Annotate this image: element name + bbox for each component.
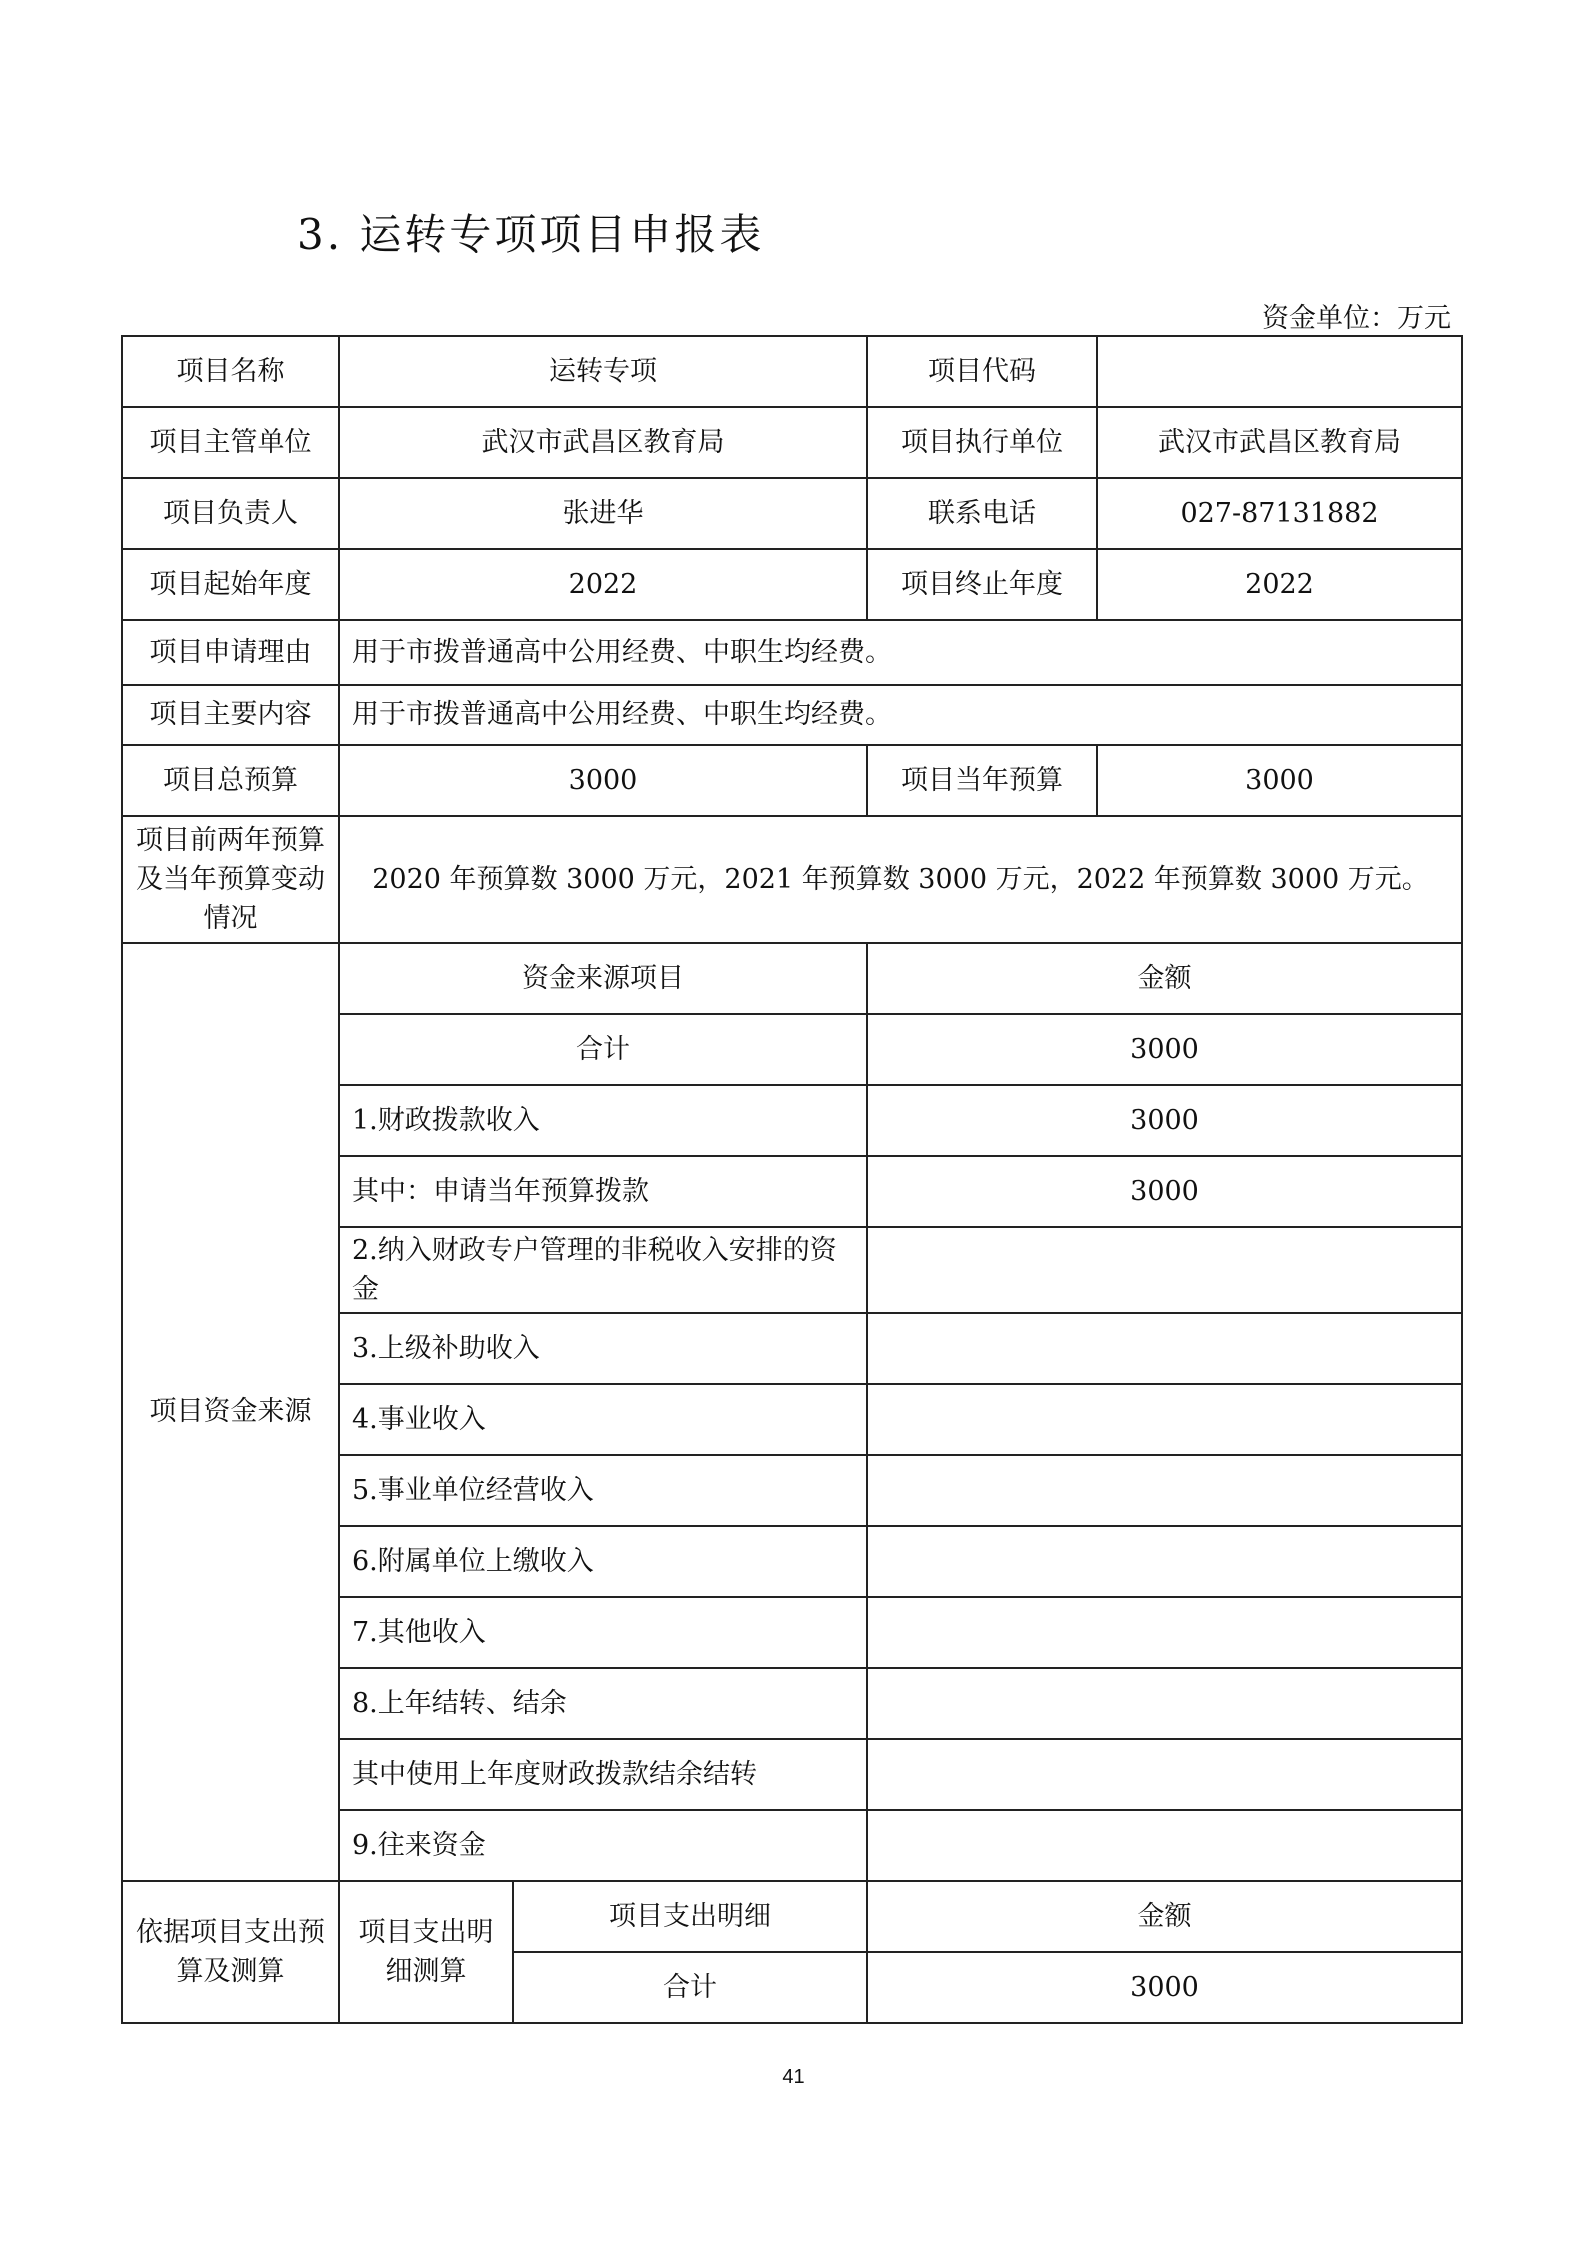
label-budget-change: 项目前两年预算及当年预算变动情况 [122,816,339,943]
label-total-budget: 项目总预算 [122,745,339,816]
funding-amount [867,1597,1462,1668]
currency-unit: 资金单位：万元 [1262,303,1451,334]
label-phone: 联系电话 [867,478,1097,549]
label-managing-dept: 项目主管单位 [122,407,339,478]
value-budget-change: 2020 年预算数 3000 万元，2021 年预算数 3000 万元，2022 年预算数 3000 万元。 [339,816,1462,943]
label-leader: 项目负责人 [122,478,339,549]
label-project-name: 项目名称 [122,336,339,407]
funding-item: 其中：申请当年预算拨款 [339,1156,867,1227]
funding-item: 8.上年结转、结余 [339,1668,867,1739]
page-title: 3. 运转专项项目申报表 [297,210,765,259]
value-total-budget: 3000 [339,745,867,816]
funding-amount [867,1810,1462,1881]
funding-item: 2.纳入财政专户管理的非税收入安排的资金 [339,1227,867,1313]
funding-amount [867,1455,1462,1526]
label-executing-dept: 项目执行单位 [867,407,1097,478]
funding-item: 合计 [339,1014,867,1085]
funding-item: 3.上级补助收入 [339,1313,867,1384]
expense-header-row [122,1881,1462,1952]
value-executing-dept: 武汉市武昌区教育局 [1097,407,1462,478]
value-project-code [1097,336,1462,407]
funding-amount [867,1668,1462,1739]
row-department [122,407,1462,478]
value-content: 用于市拨普通高中公用经费、中职生均经费。 [339,685,1462,745]
value-leader: 张进华 [339,478,867,549]
funding-amount [867,1227,1462,1313]
row-years [122,549,1462,620]
label-content: 项目主要内容 [122,685,339,745]
expense-total-value: 3000 [867,1952,1462,2023]
funding-amount [867,1313,1462,1384]
funding-amount: 3000 [867,1156,1462,1227]
funding-item: 7.其他收入 [339,1597,867,1668]
funding-header-item: 资金来源项目 [339,943,867,1014]
row-project-name [122,336,1462,407]
value-phone: 027-87131882 [1097,478,1462,549]
value-end-year: 2022 [1097,549,1462,620]
funding-item: 9.往来资金 [339,1810,867,1881]
funding-amount: 3000 [867,1014,1462,1085]
label-year-budget: 项目当年预算 [867,745,1097,816]
funding-item: 6.附属单位上缴收入 [339,1526,867,1597]
application-form-table [121,335,1463,2024]
row-budget [122,745,1462,816]
row-content [122,685,1462,745]
funding-amount [867,1526,1462,1597]
funding-amount [867,1739,1462,1810]
label-start-year: 项目起始年度 [122,549,339,620]
page-number: 41 [782,2066,805,2088]
label-end-year: 项目终止年度 [867,549,1097,620]
expense-header-item: 项目支出明细 [513,1881,867,1952]
funding-item: 4.事业收入 [339,1384,867,1455]
value-project-name: 运转专项 [339,336,867,407]
value-reason: 用于市拨普通高中公用经费、中职生均经费。 [339,620,1462,685]
funding-header-row [122,943,1462,1014]
row-budget-change [122,816,1462,943]
funding-item: 1.财政拨款收入 [339,1085,867,1156]
funding-header-amount: 金额 [867,943,1462,1014]
value-year-budget: 3000 [1097,745,1462,816]
funding-amount [867,1384,1462,1455]
label-expense-detail-calc: 项目支出明细测算 [339,1881,513,2023]
label-expense-basis: 依据项目支出预算及测算 [122,1881,339,2023]
funding-amount: 3000 [867,1085,1462,1156]
funding-item: 其中使用上年度财政拨款结余结转 [339,1739,867,1810]
funding-item: 5.事业单位经营收入 [339,1455,867,1526]
row-leader [122,478,1462,549]
expense-total-label: 合计 [513,1952,867,2023]
value-start-year: 2022 [339,549,867,620]
value-managing-dept: 武汉市武昌区教育局 [339,407,867,478]
label-funding-source: 项目资金来源 [122,943,339,1881]
row-reason [122,620,1462,685]
expense-header-amount: 金额 [867,1881,1462,1952]
label-reason: 项目申请理由 [122,620,339,685]
label-project-code: 项目代码 [867,336,1097,407]
